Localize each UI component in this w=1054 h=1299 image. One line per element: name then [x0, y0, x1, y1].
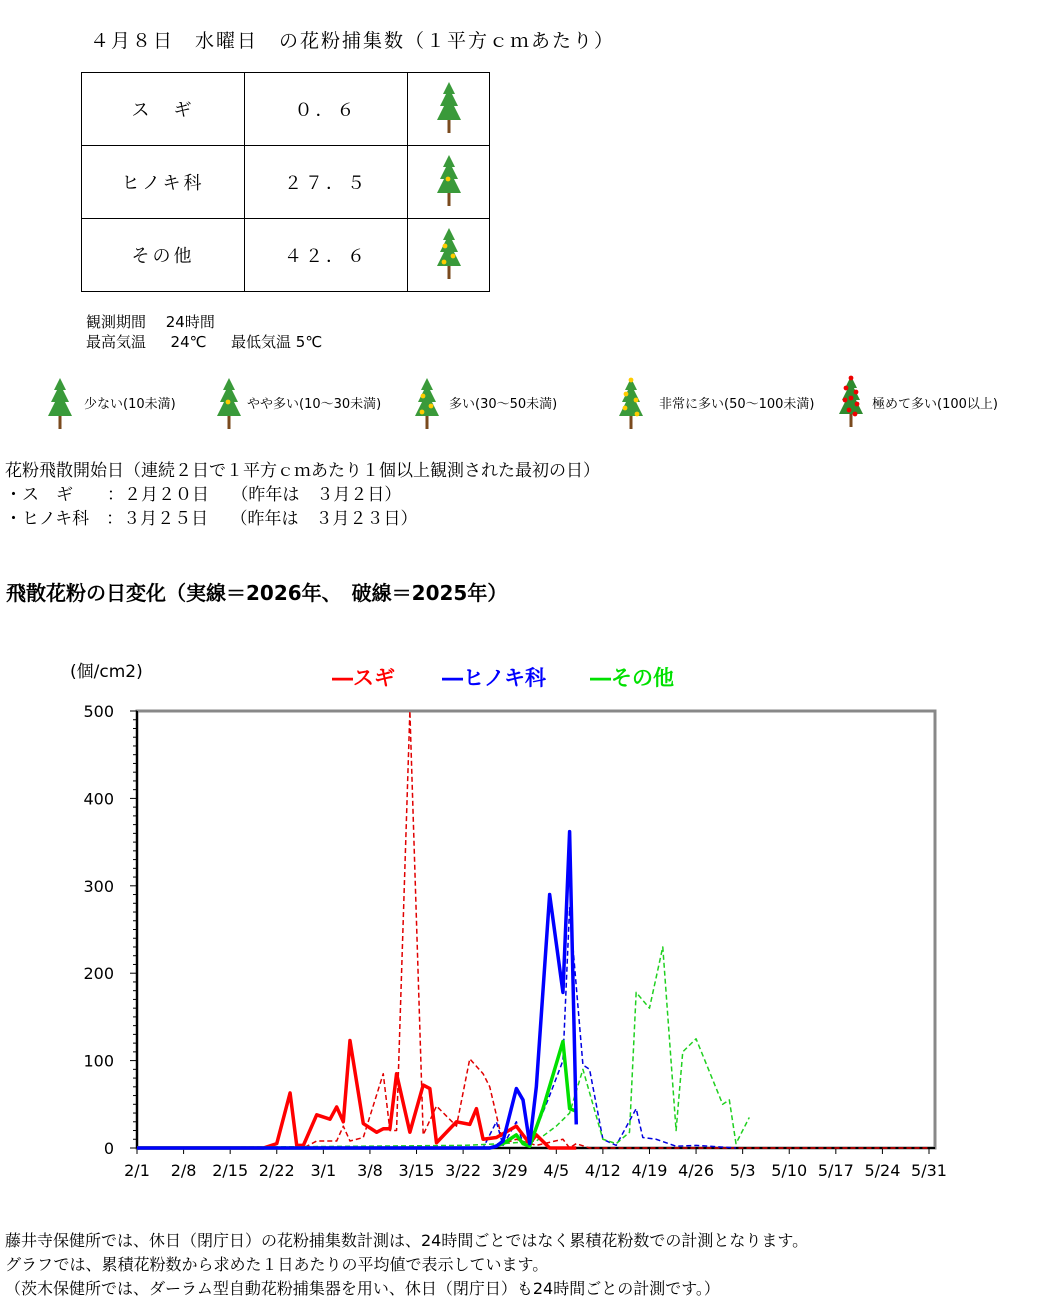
level-label: 極めて多い(100以上)	[872, 397, 998, 412]
x-tick-label: 5/17	[817, 1161, 854, 1180]
footer-note: 藤井寺保健所では、休日（閉庁日）の花粉捕集数計測は、24時間ごとではなく累積花粉数での計測となります。	[5, 1231, 809, 1250]
series-line-2026-solid	[137, 1040, 576, 1148]
tree-many-icon	[411, 376, 443, 434]
series-line-2025-dashed	[137, 711, 929, 1148]
level-label: やや多い(10～30未満)	[247, 397, 382, 412]
legend-sugi: ―スギ	[332, 666, 395, 690]
x-tick-label: 3/22	[445, 1161, 482, 1180]
tree-extremely-many-icon	[835, 374, 867, 432]
chart-heading: 飛散花粉の日変化（実線＝2026年、 破線＝2025年）	[6, 581, 508, 605]
x-tick-label: 3/1	[310, 1161, 337, 1180]
x-tick-label: 2/15	[212, 1161, 249, 1180]
start-date-sugi: ・ス ギ ：２月２０日 （昨年は ３月２日）	[5, 485, 402, 505]
y-tick-label: 300	[83, 876, 114, 896]
table-row	[82, 73, 490, 146]
pollen-type: その他	[82, 219, 245, 292]
y-axis-label: (個/cm2)	[70, 662, 143, 682]
page-title: ４月８日 水曜日 の花粉捕集数（１平方ｃｍあたり）	[90, 30, 616, 52]
x-tick-label: 2/22	[258, 1161, 295, 1180]
table-row	[82, 146, 490, 219]
temperatures: 最高気温 24℃ 最低気温 5℃	[86, 333, 323, 351]
series-line-2025-dashed	[137, 947, 749, 1148]
y-tick-label: 0	[103, 1139, 114, 1158]
tree-few-icon	[433, 118, 465, 139]
pollen-value: ４２．６	[245, 219, 408, 292]
y-tick-label: 200	[83, 964, 114, 984]
x-tick-label: 3/29	[491, 1161, 528, 1180]
pollen-value: ０．６	[245, 73, 408, 146]
legend-hinoki: ―ヒノキ科	[442, 666, 546, 690]
level-label: 多い(30～50未満)	[449, 397, 558, 412]
x-tick-label: 4/12	[584, 1161, 621, 1180]
x-tick-label: 3/15	[398, 1161, 435, 1180]
tree-few-icon	[44, 376, 76, 434]
y-tick-label: 500	[83, 702, 114, 721]
x-tick-label: 3/8	[357, 1161, 383, 1180]
start-date-hinoki: ・ヒノキ科 ：３月２５日 （昨年は ３月２３日）	[5, 509, 418, 529]
legend-other: ―その他	[590, 666, 674, 690]
tree-somewhat-many-icon	[213, 376, 245, 434]
tree-somewhat-many-icon	[433, 191, 465, 212]
x-tick-label: 2/8	[170, 1161, 197, 1180]
observation-period: 観測期間 24時間	[86, 313, 215, 331]
table-row	[82, 219, 490, 292]
level-label: 少ない(10未満)	[84, 397, 176, 412]
x-tick-label: 5/31	[911, 1161, 947, 1180]
series-line-2026-solid	[137, 832, 576, 1148]
tree-very-many-icon	[615, 376, 647, 434]
series-line-2025-dashed	[137, 908, 736, 1148]
x-tick-label: 5/10	[771, 1161, 808, 1180]
pollen-count-table	[81, 72, 490, 292]
y-tick-label: 400	[83, 789, 114, 809]
pollen-chart	[0, 640, 1054, 1200]
y-tick-label: 100	[83, 1051, 114, 1071]
x-tick-label: 2/1	[124, 1161, 150, 1180]
x-tick-label: 5/24	[864, 1161, 901, 1180]
pollen-value: ２７．５	[245, 146, 408, 219]
tree-many-icon	[433, 264, 465, 285]
level-label: 非常に多い(50～100未満)	[659, 397, 815, 412]
x-tick-label: 5/3	[729, 1161, 756, 1180]
x-tick-label: 4/19	[631, 1161, 668, 1180]
footer-note: （茨木保健所では、ダーラム型自動花粉捕集器を用い、休日（閉庁日）も24時間ごとの計測です。）	[5, 1279, 720, 1298]
x-tick-label: 4/26	[678, 1161, 715, 1180]
pollen-type: ス ギ	[82, 73, 245, 146]
x-tick-label: 4/5	[543, 1161, 570, 1180]
series-line-2026-solid	[137, 1041, 576, 1148]
pollen-type: ヒノキ科	[82, 146, 245, 219]
footer-note: グラフでは、累積花粉数から求めた１日あたりの平均値で表示しています。	[5, 1255, 549, 1274]
start-date-heading: 花粉飛散開始日（連続２日で１平方ｃｍあたり１個以上観測された最初の日）	[5, 461, 600, 481]
